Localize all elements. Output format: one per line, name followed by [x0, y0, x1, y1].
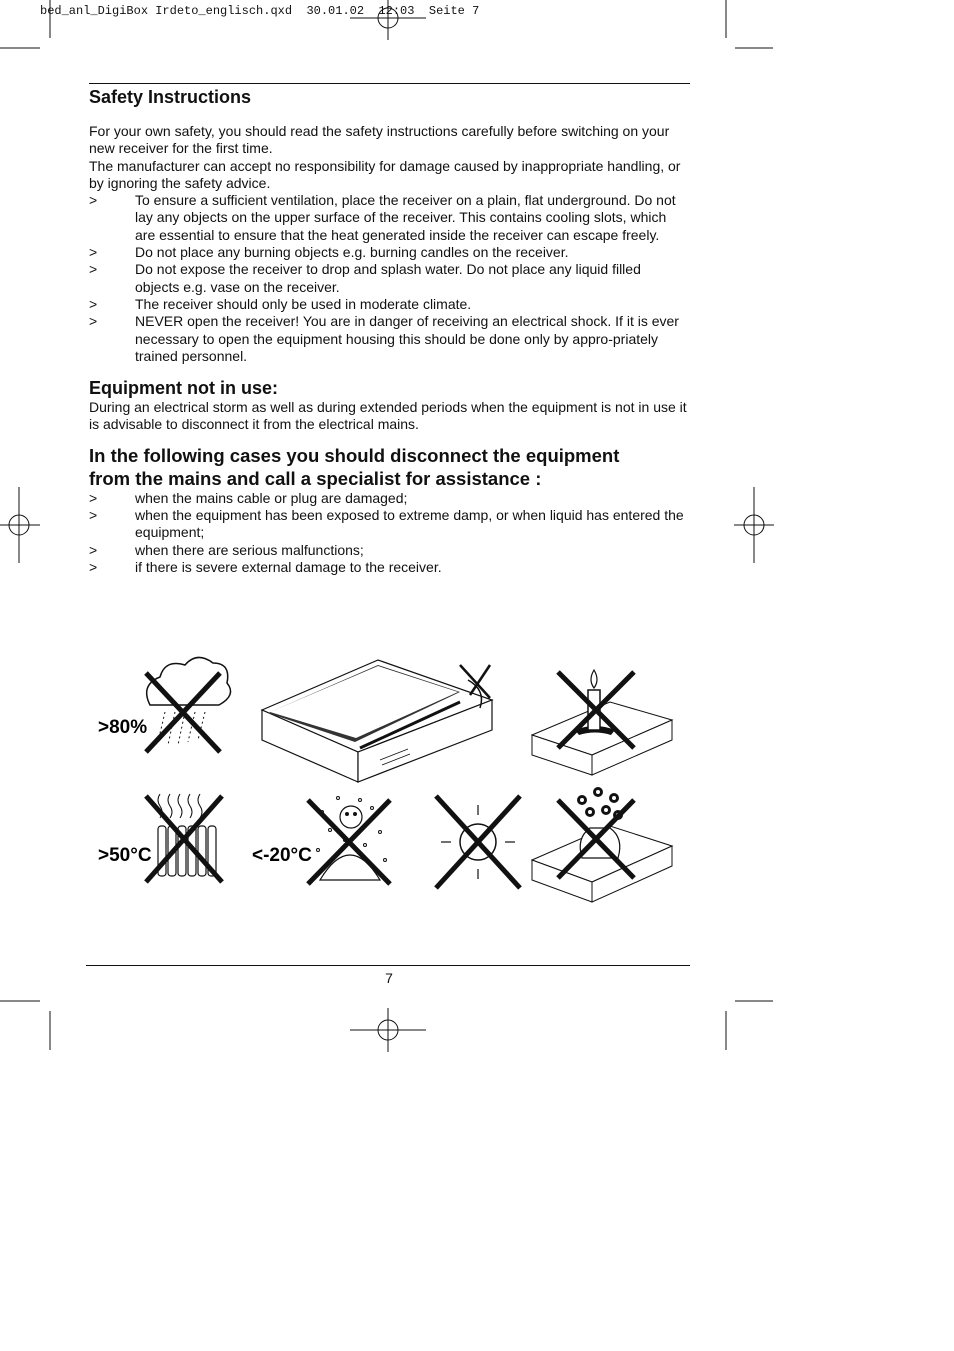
list-item: > when there are serious malfunctions; — [89, 541, 364, 558]
receiver-ventilation-icon — [262, 660, 492, 782]
snowman-cold-icon — [308, 797, 390, 885]
candle-on-receiver-icon — [532, 670, 672, 775]
list-item: > To ensure a sufficient ventilation, place the receiver on a plain, flat underground. Do not lay any objects on the upper surface of the receiver. This contains cooling slots, which are essential to ensure that the heat generated inside the receiver can escape freely. — [89, 192, 676, 243]
bullet-mark: > — [89, 558, 98, 575]
list-item: > Do not place any burning objects e.g. burning candles on the receiver. — [89, 244, 569, 261]
list-item: > if there is severe external damage to the receiver. — [89, 558, 442, 575]
bullet-mark: > — [89, 507, 98, 524]
safety-title: Safety Instructions — [89, 87, 252, 107]
bullet-mark: > — [89, 244, 98, 261]
sun-icon — [436, 796, 520, 888]
list-item: > when the equipment has been exposed to extreme damp, or when liquid has entered the equipment; — [89, 507, 684, 541]
safety-intro-1: For your own safety, you should read the safety instructions carefully before switching on your new receiver for the first time. — [89, 123, 670, 157]
not-in-use-text: During an electrical storm as well as during extended periods when the equipment is not in use it is advisable to disconnect it from the electrical mains. — [89, 399, 687, 433]
humidity-label: >80% — [98, 717, 148, 738]
bullet-mark: > — [89, 192, 98, 209]
rain-cloud-icon — [146, 657, 231, 752]
list-item: > The receiver should only be used in moderate climate. — [89, 295, 472, 312]
safety-intro-2: The manufacturer can accept no responsibility for damage caused by inappropriate handling, or by ignoring the safety advice. — [89, 157, 681, 191]
not-in-use-title: Equipment not in use: — [89, 378, 278, 399]
radiator-heat-icon — [146, 794, 222, 882]
vase-on-receiver-icon — [532, 787, 672, 902]
print-slug: bed_anl_DigiBox Irdeto_englisch.qxd 30.01.02 12:03 Seite 7 — [40, 4, 480, 18]
bullet-mark: > — [89, 489, 98, 506]
page-number: 7 — [385, 970, 393, 986]
disconnect-title: In the following cases you should disconnect the equipment from the mains and call a specialist for assistance : — [89, 444, 620, 489]
bullet-mark: > — [89, 313, 98, 330]
bullet-mark: > — [89, 261, 98, 278]
bullet-mark: > — [89, 295, 98, 312]
cold-label: <-20°C — [252, 845, 312, 866]
list-item: > NEVER open the receiver! You are in danger of receiving an electrical shock. If it is ever necessary to open the equipment housing this should be done only by appro-priately trained personnel. — [89, 313, 679, 364]
list-item: > Do not expose the receiver to drop and splash water. Do not place any liquid filled objects e.g. vase on the receiver. — [89, 261, 641, 295]
bullet-mark: > — [89, 541, 98, 558]
heat-label: >50°C — [98, 845, 152, 866]
list-item: > when the mains cable or plug are damaged; — [89, 489, 408, 506]
